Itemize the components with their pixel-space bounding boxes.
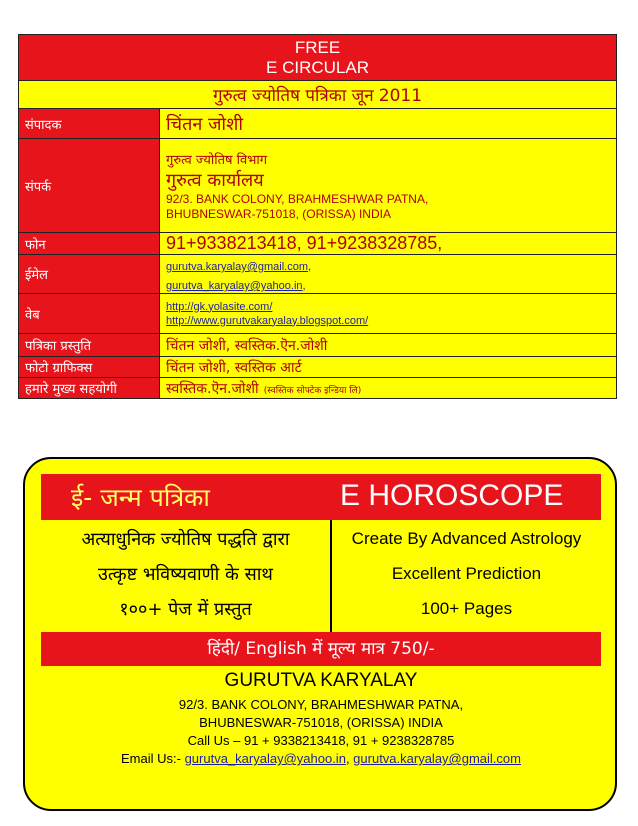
company-email-line: Email Us:- gurutva_karyalay@yahoo.in, gurutva.karyalay@gmail.com [121,751,521,766]
company-address-line-2: BHUBNESWAR-751018, (ORISSA) INDIA [199,715,443,730]
web-link-2[interactable]: http://www.gurutvakaryalay.blogspot.com/ [166,314,369,327]
magazine-year: 2011 [378,86,423,106]
horoscope-title-bar [41,474,601,520]
feature-en-2: Excellent Prediction [391,564,542,583]
phone-label: फोन [19,233,160,255]
horoscope-title-en: E HOROSCOPE [340,479,564,512]
masthead-table [18,34,617,399]
contact-office: गुरुत्व कार्यालय [166,169,264,191]
contact-dept: गुरुत्व ज्योतिष विभाग [166,152,268,168]
web-cell [160,294,617,334]
company-info [41,666,601,805]
feature-hi-3: १००+ पेज में प्रस्तुत [119,599,252,620]
partner-value: स्वस्तिक.ऎन.जोशी [166,381,259,397]
contact-address-line-1: 92/3. BANK COLONY, BRAHMESHWAR PATNA, [166,191,429,206]
free-label: FREE [294,37,341,57]
phone-value: 91+9338213418, 91+9238328785, [160,233,617,255]
horoscope-features [41,520,601,632]
email-link-2[interactable]: gurutva_karyalay@yahoo.in [166,280,303,292]
company-email-link-1[interactable]: gurutva_karyalay@yahoo.in [184,751,346,766]
partner-label: हमारे मुख्य सहयोगी [19,378,160,399]
presented-value: चिंतन जोशी, स्वस्तिक.ऎन.जोशी [160,334,617,357]
contact-label: संपर्क [19,139,160,233]
contact-cell [160,139,617,233]
editor-value: चिंतन जोशी [160,109,617,139]
web-link-1[interactable]: http://gk.yolasite.com/ [166,300,273,313]
web-label: वेब [19,294,160,334]
horoscope-card [23,457,617,811]
company-name: GURUTVA KARYALAY [224,670,418,691]
contact-address-line-2: BHUBNESWAR-751018, (ORISSA) INDIA [166,206,391,221]
partner-note: (स्वस्तिक सोफ्टेक इन्डिया लि) [263,386,362,396]
price-bar: हिंदी/ English में मूल्य मात्र 750/- [41,632,601,666]
company-phone: Call Us – 91 + 9338213418, 91 + 9238328785 [187,733,455,748]
partner-cell [160,378,617,399]
magazine-title: गुरुत्व ज्योतिष पत्रिका जून [212,86,374,106]
feature-en-3: 100+ Pages [420,599,513,618]
feature-hi-2: उत्कृष्ट भविष्यवाणी के साथ [98,564,273,585]
email-prefix: Email Us:- [121,751,181,766]
photo-label: फोटो ग्राफिक्स [19,357,160,378]
feature-hi-1: अत्याधुनिक ज्योतिष पद्धति द्वारा [81,529,290,550]
horoscope-title-hi: ई- जन्म पत्रिका [71,483,210,512]
email-cell: gurutva.karyalay@gmail.com, gurutva_karyalay@yahoo.in, [160,255,617,294]
photo-value: चिंतन जोशी, स्वस्तिक आर्ट [160,357,617,378]
company-email-link-2[interactable]: gurutva.karyalay@gmail.com [353,751,521,766]
company-address-line-1: 92/3. BANK COLONY, BRAHMESHWAR PATNA, [178,697,464,712]
feature-en-1: Create By Advanced Astrology [351,529,582,548]
e-circular-label: E CIRCULAR [266,57,369,77]
presented-label: पत्रिका प्रस्तुति [19,334,160,357]
header-free-cell [19,35,617,81]
email-link-1[interactable]: gurutva.karyalay@gmail.com [166,261,308,273]
editor-label: संपादक [19,109,160,139]
title-cell [19,81,617,109]
horoscope-card-inner [41,474,601,805]
email-label: ईमेल [19,255,160,294]
